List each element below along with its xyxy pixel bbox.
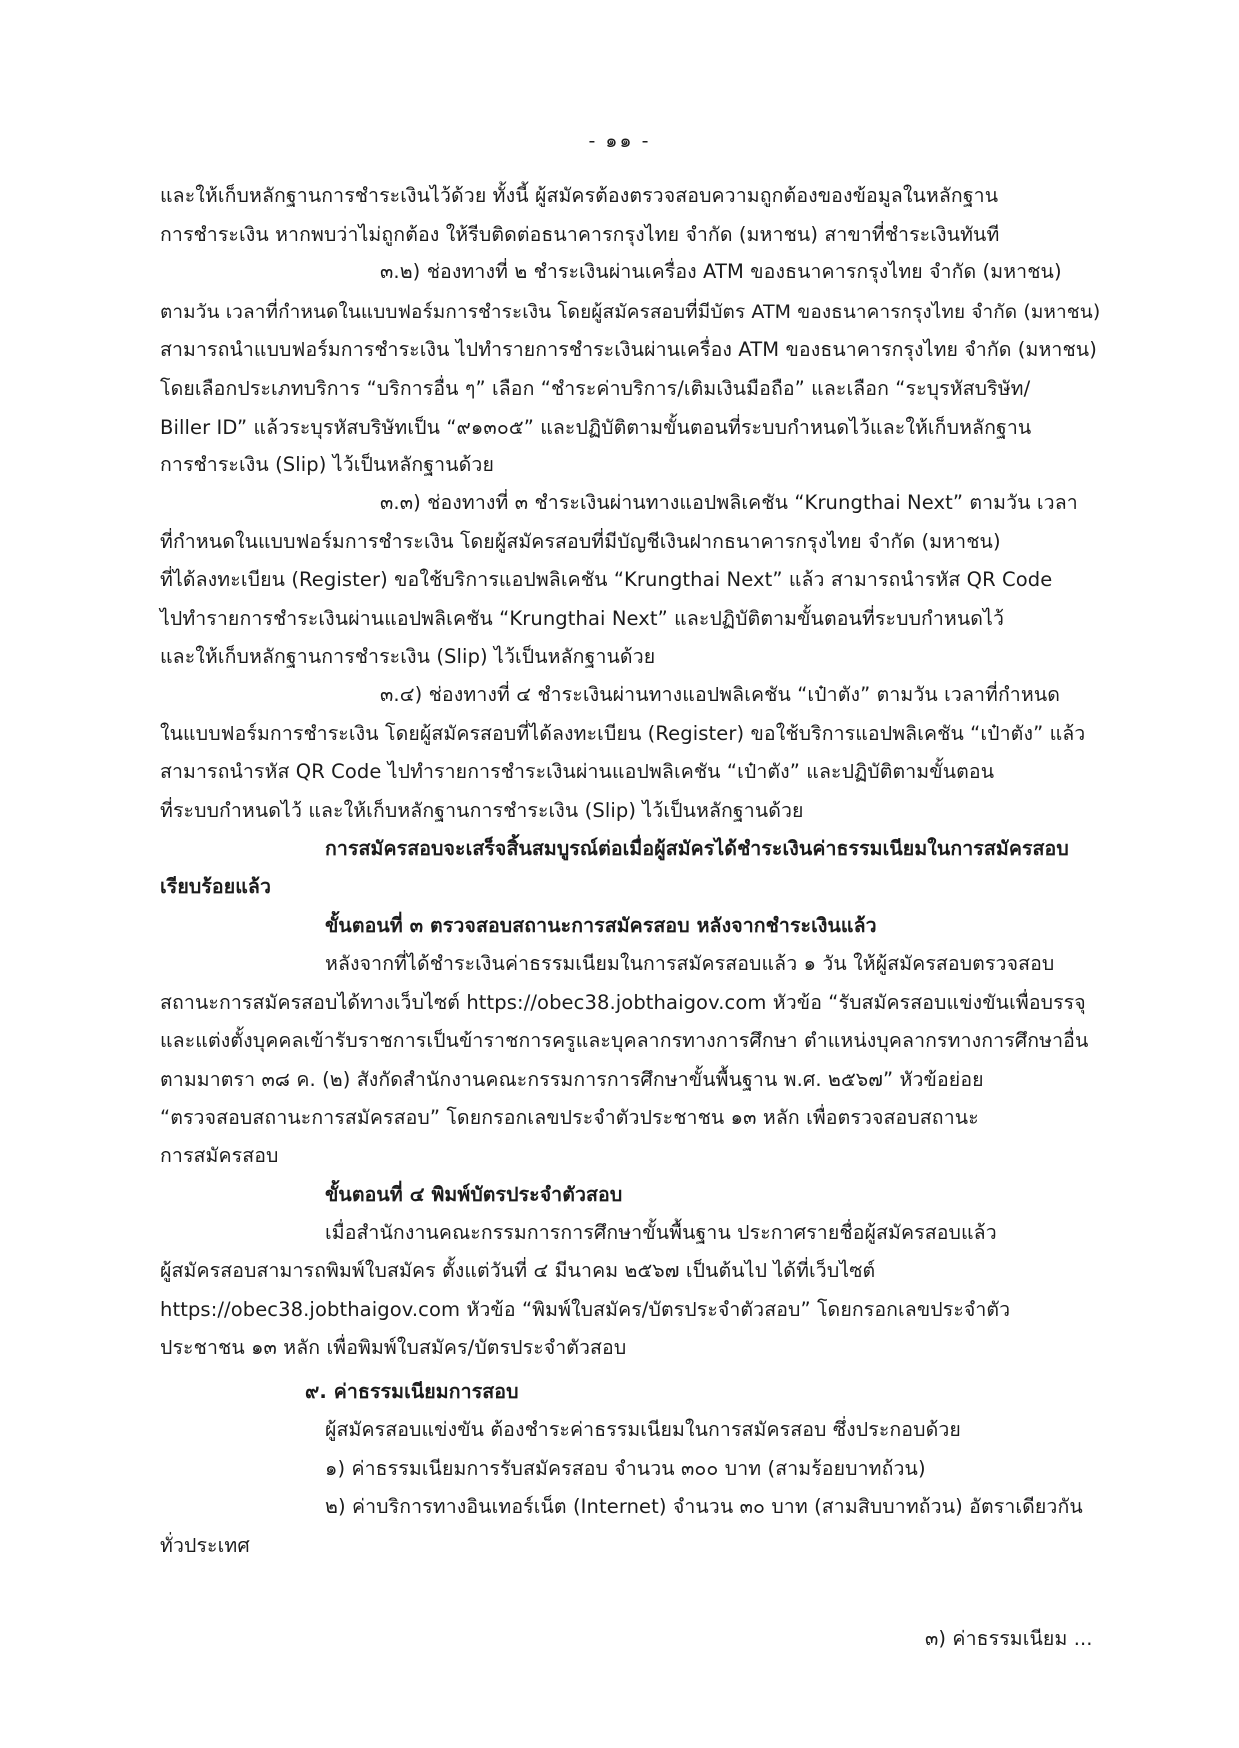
text-line: หลังจากที่ได้ชำระเงินค่าธรรมเนียมในการสมัครสอบแล้ว ๑ วัน ให้ผู้สมัครสอบตรวจสอบ: [325, 952, 1055, 975]
text-line: เมื่อสำนักงานคณะกรรมการการศึกษาขั้นพื้นฐาน ประกาศรายชื่อผู้สมัครสอบแล้ว: [325, 1221, 997, 1244]
text-line: ผู้สมัครสอบสามารถพิมพ์ใบสมัคร ตั้งแต่วันที่ ๔ มีนาคม ๒๕๖๗ เป็นต้นไป ได้ที่เว็บไซต์: [160, 1259, 876, 1282]
text-line: ๓.๒) ช่องทางที่ ๒ ชำระเงินผ่านเครื่อง ATM ของธนาคารกรุงไทย จำกัด (มหาชน): [380, 260, 1062, 283]
text-line: ที่ได้ลงทะเบียน (Register) ขอใช้บริการแอปพลิเคชัน “Krungthai Next” แล้ว สามารถนำรหัส QR Code: [160, 568, 1053, 591]
step-3-heading: ขั้นตอนที่ ๓ ตรวจสอบสถานะการสมัครสอบ หลังจากชำระเงินแล้ว: [325, 914, 877, 937]
text-line: ๑) ค่าธรรมเนียมการรับสมัครสอบ จำนวน ๓๐๐ บาท (สามร้อยบาทถ้วน): [325, 1457, 926, 1480]
text-line: ที่ระบบกำหนดไว้ และให้เก็บหลักฐานการชำระเงิน (Slip) ไว้เป็นหลักฐานด้วย: [160, 799, 804, 822]
text-line: ประชาชน ๑๓ หลัก เพื่อพิมพ์ใบสมัคร/บัตรประจำตัวสอบ: [160, 1336, 627, 1359]
text-line: ตามมาตรา ๓๘ ค. (๒) สังกัดสำนักงานคณะกรรมการการศึกษาขั้นพื้นฐาน พ.ศ. ๒๕๖๗” หัวข้อย่อย: [160, 1068, 984, 1091]
text-line: ผู้สมัครสอบแข่งขัน ต้องชำระค่าธรรมเนียมในการสมัครสอบ ซึ่งประกอบด้วย: [325, 1418, 961, 1441]
bold-notice-line: เรียบร้อยแล้ว: [160, 875, 272, 898]
text-line: ที่กำหนดในแบบฟอร์มการชำระเงิน โดยผู้สมัครสอบที่มีบัญชีเงินฝากธนาคารกรุงไทย จำกัด (มหาชน): [160, 530, 1001, 553]
text-line: “ตรวจสอบสถานะการสมัครสอบ” โดยกรอกเลขประจำตัวประชาชน ๑๓ หลัก เพื่อตรวจสอบสถานะ: [160, 1106, 979, 1129]
text-line: ๓.๔) ช่องทางที่ ๔ ชำระเงินผ่านทางแอปพลิเคชัน “เป๋าตัง” ตามวัน เวลาที่กำหนด: [380, 683, 1061, 706]
text-line: ทั่วประเทศ: [160, 1534, 250, 1557]
text-line: ไปทำรายการชำระเงินผ่านแอปพลิเคชัน “Krungthai Next” และปฏิบัติตามขั้นตอนที่ระบบกำหนดไว้: [160, 607, 1005, 630]
text-line: ตามวัน เวลาที่กำหนดในแบบฟอร์มการชำระเงิน โดยผู้สมัครสอบที่มีบัตร ATM ของธนาคารกรุงไทย จำกัด (มหาชน): [160, 301, 1101, 323]
step-4-heading: ขั้นตอนที่ ๔ พิมพ์บัตรประจำตัวสอบ: [325, 1183, 623, 1206]
text-line: สถานะการสมัครสอบได้ทางเว็บไซต์ https://obec38.jobthaigov.com หัวข้อ “รับสมัครสอบแข่งขันเพื่อบรรจุ: [160, 991, 1086, 1014]
text-line: สามารถนำรหัส QR Code ไปทำรายการชำระเงินผ่านแอปพลิเคชัน “เป๋าตัง” และปฏิบัติตามขั้นตอน: [160, 760, 995, 783]
text-line: โดยเลือกประเภทบริการ “บริการอื่น ๆ” เลือก “ชำระค่าบริการ/เติมเงินมือถือ” และเลือก “ระบุรหัสบริษัท/: [160, 377, 1031, 400]
page-number: - ๑๑ -: [588, 130, 651, 152]
text-line: และให้เก็บหลักฐานการชำระเงินไว้ด้วย ทั้งนี้ ผู้สมัครต้องตรวจสอบความถูกต้องของข้อมูลในหลักฐาน: [160, 184, 999, 207]
bold-notice-line: การสมัครสอบจะเสร็จสิ้นสมบูรณ์ต่อเมื่อผู้สมัครได้ชำระเงินค่าธรรมเนียมในการสมัครสอบ: [325, 837, 1069, 860]
text-line: การชำระเงิน (Slip) ไว้เป็นหลักฐานด้วย: [160, 453, 494, 476]
continuation-marker: ๓) ค่าธรรมเนียม ...: [925, 1627, 1093, 1650]
text-line: และให้เก็บหลักฐานการชำระเงิน (Slip) ไว้เป็นหลักฐานด้วย: [160, 645, 656, 668]
text-line: ๒) ค่าบริการทางอินเทอร์เน็ต (Internet) จำนวน ๓๐ บาท (สามสิบบาทถ้วน) อัตราเดียวกัน: [325, 1495, 1083, 1518]
text-line: การชำระเงิน หากพบว่าไม่ถูกต้อง ให้รีบติดต่อธนาคารกรุงไทย จำกัด (มหาชน) สาขาที่ชำระเงินทันที: [160, 223, 1000, 246]
text-line: และแต่งตั้งบุคคลเข้ารับราชการเป็นข้าราชการครูและบุคลากรทางการศึกษา ตำแหน่งบุคลากรทางการศึกษาอื่น: [160, 1029, 1089, 1052]
text-line: ๓.๓) ช่องทางที่ ๓ ชำระเงินผ่านทางแอปพลิเคชัน “Krungthai Next” ตามวัน เวลา: [380, 491, 1078, 514]
text-line: https://obec38.jobthaigov.com หัวข้อ “พิมพ์ใบสมัคร/บัตรประจำตัวสอบ” โดยกรอกเลขประจำตัว: [160, 1298, 1011, 1321]
text-line: Biller ID” แล้วระบุรหัสบริษัทเป็น “๙๑๓๐๕” และปฏิบัติตามขั้นตอนที่ระบบกำหนดไว้และให้เก็บหลักฐาน: [160, 416, 1032, 439]
text-line: ในแบบฟอร์มการชำระเงิน โดยผู้สมัครสอบที่ได้ลงทะเบียน (Register) ขอใช้บริการแอปพลิเคชัน “เป๋าตัง” แล้ว: [160, 722, 1086, 745]
text-line: การสมัครสอบ: [160, 1144, 279, 1167]
section-9-heading: ๙. ค่าธรรมเนียมการสอบ: [305, 1380, 519, 1403]
text-line: สามารถนำแบบฟอร์มการชำระเงิน ไปทำรายการชำระเงินผ่านเครื่อง ATM ของธนาคารกรุงไทย จำกัด (มหาชน): [160, 338, 1097, 361]
